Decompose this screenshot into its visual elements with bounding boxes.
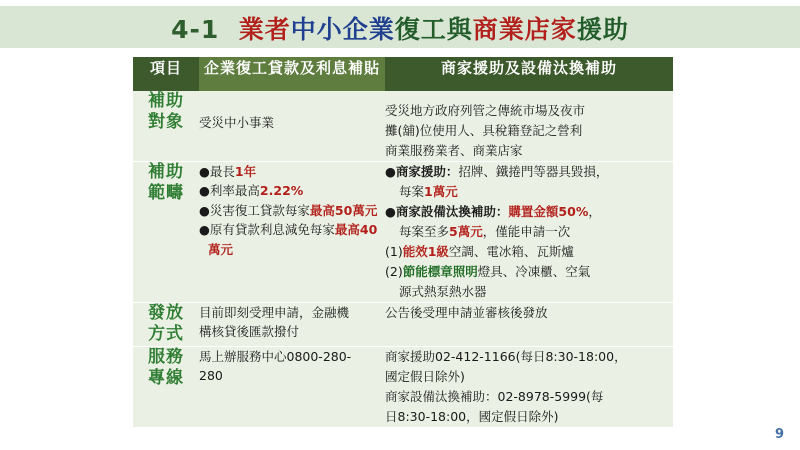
row-label-method-line1: 發放 [148, 303, 184, 323]
cell-hotline-shop-line4: 日8:30-18:00，國定假日除外) [385, 408, 559, 424]
cell-method-shop [385, 303, 673, 346]
title-seg-3: 復工與 [394, 15, 473, 44]
cell-hotline-loan-line1: 馬上辦服務中心0800-280- [199, 348, 352, 364]
row-label-hotline-line1: 服務 [148, 346, 184, 367]
cell-target-shop-line1: 受災地方政府列管之傳統市場及夜市 [385, 103, 586, 118]
row-label-target-line1: 補助 [148, 91, 184, 111]
scope-loan-item-4 [199, 220, 385, 259]
scope-shop-item-1 [385, 162, 673, 182]
row-label-hotline-line2: 專線 [148, 367, 184, 388]
title-seg-5: 援助 [576, 15, 629, 44]
cell-target-loan-text: 受災中小事業 [199, 115, 275, 130]
cell-hotline-shop-line1: 商家援助02-412-1166(每日8:30-18:00， [385, 348, 627, 364]
cell-scope-loan [199, 162, 385, 302]
table-header-row [133, 57, 673, 91]
row-label-hotline [133, 347, 199, 427]
scope-loan-item-2-prefix: ●利率最高 [199, 183, 260, 199]
title-seg-1: 業者 [238, 15, 291, 44]
row-label-scope [133, 162, 199, 302]
cell-hotline-shop-line3: 商家設備汰換補助：02-8978-5999(每 [385, 388, 604, 404]
table-row [133, 162, 673, 302]
header-item: 項目 [133, 57, 199, 91]
row-label-target-line2: 對象 [148, 112, 184, 133]
table-row [133, 347, 673, 427]
scope-loan-item-2 [199, 181, 385, 200]
scope-shop-item-2-em1: 購置金額50% [508, 204, 589, 219]
scope-shop-item-4-em: 節能標章照明 [402, 264, 478, 279]
row-label-scope-line1: 補助 [148, 162, 184, 182]
cell-hotline-loan [199, 347, 385, 427]
scope-shop-item-3-em: 能效1級 [402, 244, 449, 259]
scope-shop-item-2 [385, 202, 673, 222]
scope-loan-item-3-em: 最高50萬元 [309, 202, 378, 218]
scope-loan-item-3-prefix: ●災害復工貸款每家 [199, 202, 310, 218]
scope-shop-item-2-text: ， [588, 204, 601, 219]
scope-loan-item-4-prefix: ●原有貸款利息減免每家 [199, 222, 335, 238]
scope-shop-item-1-text2: 每案 [399, 184, 425, 199]
scope-shop-item-4-text: 燈具、冷凍櫃、空氣 [477, 264, 591, 279]
scope-shop-item-2-em2: 5萬元 [449, 224, 483, 239]
title-seg-4: 商業店家 [472, 15, 577, 44]
row-label-method-line2: 方式 [148, 324, 184, 345]
scope-shop-item-2-text2: 每案至多 [399, 224, 450, 239]
cell-hotline-shop-line2: 國定假日除外) [385, 368, 465, 384]
cell-target-shop-line2: 攤(舖)位使用人、具稅籍登記之營利 [385, 123, 583, 138]
scope-loan-item-1-prefix: ●最長 [199, 164, 235, 179]
scope-shop-item-1-label: ●商家援助： [385, 164, 459, 179]
scope-shop-item-2-text3: ，僅能申請一次 [482, 224, 571, 239]
cell-target-loan [199, 91, 385, 161]
scope-loan-item-2-em: 2.22% [259, 183, 304, 199]
scope-shop-item-3-text: 空調、電冰箱、瓦斯爐 [448, 244, 574, 259]
cell-method-loan [199, 303, 385, 346]
title-number: 4-1 [171, 15, 220, 44]
scope-loan-item-4-em: 最高40萬元 [208, 222, 378, 257]
scope-shop-item-3 [385, 242, 673, 262]
row-label-method [133, 303, 199, 346]
page-title [0, 10, 800, 46]
table-row [133, 303, 673, 346]
subsidy-table [133, 57, 673, 427]
scope-shop-item-1-em: 1萬元 [424, 184, 458, 199]
scope-shop-item-4-num: (2) [385, 264, 403, 279]
row-label-scope-line2: 範疇 [148, 183, 184, 204]
scope-shop-item-2-cont [385, 222, 673, 242]
cell-target-shop-line3: 商業服務業者、商業店家 [385, 143, 523, 158]
scope-shop-item-1-text: 招牌、鐵捲門等器具毀損， [458, 164, 609, 179]
row-label-target [133, 91, 199, 161]
scope-loan-item-1 [199, 162, 385, 181]
scope-shop-item-4 [385, 262, 673, 282]
cell-method-shop-line1: 公告後受理申請並審核後發放 [385, 305, 548, 320]
cell-hotline-shop [385, 347, 673, 427]
cell-scope-shop [385, 162, 673, 302]
scope-shop-item-2-label: ●商家設備汰換補助： [385, 204, 509, 219]
scope-shop-item-3-num: (1) [385, 244, 403, 259]
cell-target-shop [385, 91, 673, 161]
header-loan-subsidy: 企業復工貸款及利息補貼 [199, 57, 385, 91]
cell-method-loan-line1: 目前即刻受理申請，金融機 [199, 305, 350, 320]
table-row [133, 91, 673, 161]
scope-shop-item-1-cont [385, 182, 673, 202]
scope-loan-item-1-em: 1年 [234, 164, 257, 179]
cell-hotline-loan-line2: 280 [199, 367, 223, 383]
header-shop-aid: 商家援助及設備汰換補助 [385, 57, 673, 91]
page-number: 9 [774, 427, 784, 442]
cell-method-loan-line2: 構核貸後匯款撥付 [199, 324, 300, 340]
title-seg-2: 中小企業 [290, 15, 395, 44]
scope-loan-item-3 [199, 201, 385, 220]
scope-shop-item-4-cont: 源式熱泵熱水器 [399, 284, 487, 299]
